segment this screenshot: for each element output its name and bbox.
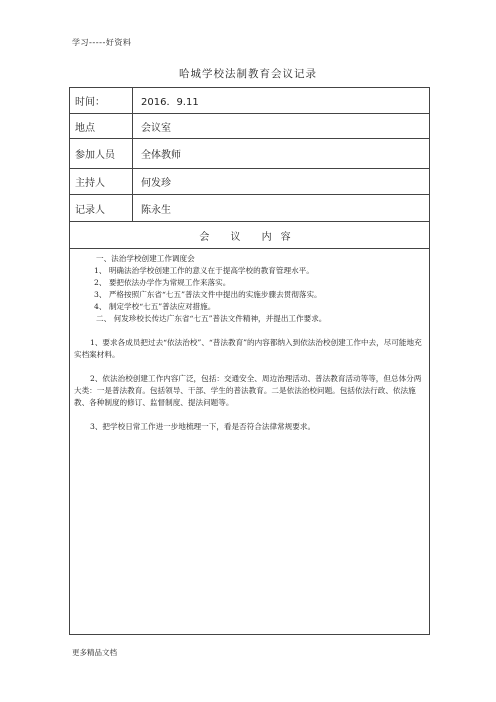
host-row (70, 169, 429, 195)
recorder-row (70, 195, 429, 222)
content-item-4: 4、 制定学校“七五”普法应对措施。 (94, 302, 216, 311)
time-label: 时间： (70, 88, 133, 113)
section2-title: 二、 何发珍校长传达广东省“七五”普法文件精神，并提出工作要求。 (96, 314, 327, 323)
attendees-value: 全体教师 (141, 150, 181, 161)
host-label: 主持人 (70, 169, 133, 194)
content-paragraph-1: 1、要求各成员把过去“依法治校”、“普法教育”的内容都纳入到依法治校创建工作中去，尽可能地充实档案材料。 (74, 338, 422, 359)
content-item-1: 1、 明确法治学校创建工作的意义在于提高学校的教育管理水平。 (94, 266, 314, 275)
meeting-content (70, 249, 429, 433)
location-row (70, 114, 429, 139)
content-heading: 会 议 内容 (70, 222, 429, 249)
attendees-label: 参加人员 (70, 139, 133, 168)
content-item-2: 2、 要把依法办学作为常规工作来落实。 (94, 278, 231, 287)
time-value: 2016．9.11 (141, 97, 199, 108)
location-value: 会议室 (141, 122, 171, 134)
host-value: 何发珍 (141, 178, 171, 189)
section1-title: 一、法治学校创建工作调度会 (96, 254, 195, 263)
recorder-label: 记录人 (70, 195, 133, 221)
footer-note: 更多精品文档 (72, 648, 117, 657)
document-title: 哈城学校法制教育会议记录 (179, 68, 317, 80)
content-paragraph-2: 2、依法治校创建工作内容广泛，包括：交通安全、周边治理活动、普法教育活动等等，但总体分两大类：一是普法教育。包括领导、干部、学生的普法教育。二是依法治校问题。包括依法行政、依法施教、各种制度的修订、监督制度、提法问题等。 (74, 374, 422, 407)
meeting-record-table (69, 87, 430, 635)
content-item-3: 3、 严格按照广东省“七五”普法文件中提出的实施步骤去贯彻落实。 (94, 290, 322, 299)
content-paragraph-3: 3、把学校日常工作进一步地梳理一下，看是否符合法律常规要求。 (90, 422, 316, 431)
time-row (70, 88, 429, 114)
attendees-row (70, 139, 429, 169)
location-label: 地点 (70, 114, 133, 138)
recorder-value: 陈永生 (141, 204, 171, 216)
header-note: 学习-----好资料 (72, 38, 132, 47)
